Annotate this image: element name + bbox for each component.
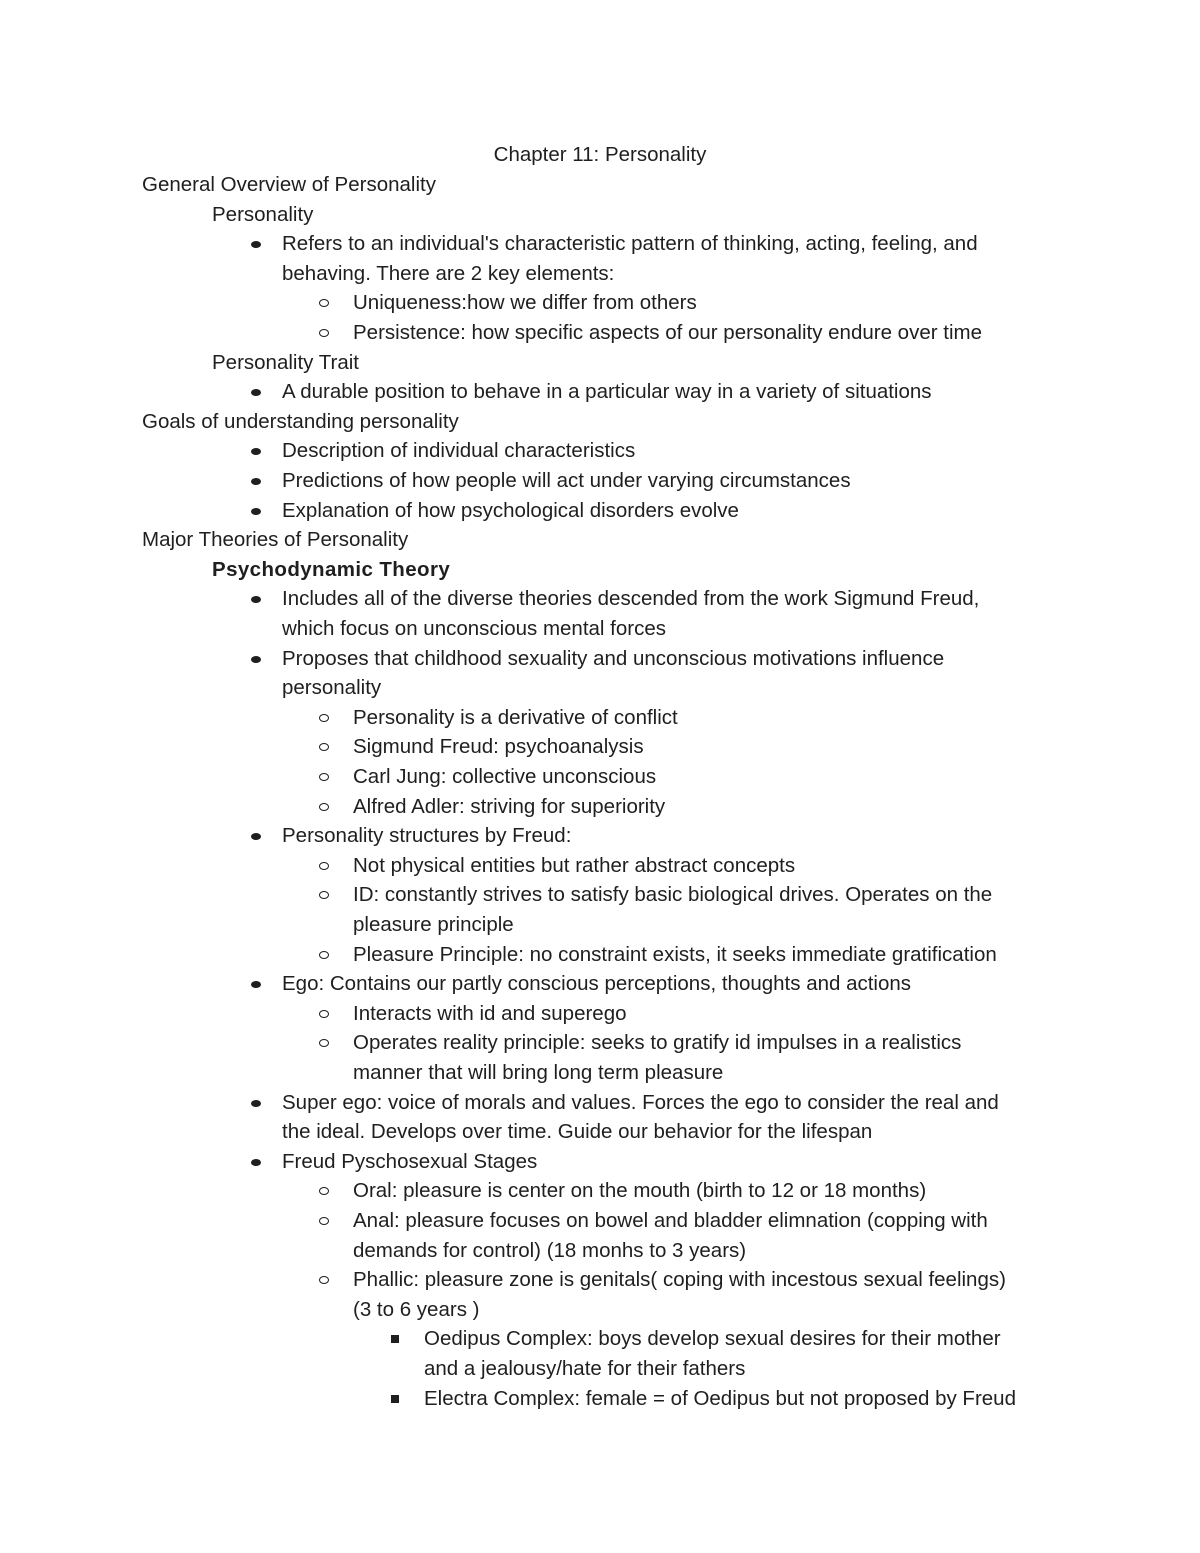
bullet-circle-icon bbox=[319, 1039, 329, 1047]
list-item: Includes all of the diverse theories descended from the work Sigmund Freud, bbox=[282, 587, 980, 611]
list-item: Uniqueness:how we differ from others bbox=[353, 291, 697, 315]
list-item: Explanation of how psychological disorders evolve bbox=[282, 498, 739, 522]
list-item: Oral: pleasure is center on the mouth (birth to 12 or 18 months) bbox=[353, 1179, 927, 1203]
bullet-disc-icon bbox=[251, 596, 261, 603]
bullet-disc-icon bbox=[251, 478, 261, 485]
document-title: Chapter 11: Personality bbox=[493, 143, 707, 166]
bullet-disc-icon bbox=[251, 241, 261, 248]
section-heading: Major Theories of Personality bbox=[142, 528, 409, 552]
list-item-continuation: and a jealousy/hate for their fathers bbox=[424, 1357, 746, 1380]
bullet-circle-icon bbox=[319, 714, 329, 722]
bullet-circle-icon bbox=[319, 1187, 329, 1195]
list-item: Description of individual characteristics bbox=[282, 439, 636, 463]
list-item: Oedipus Complex: boys develop sexual desires for their mother bbox=[424, 1327, 1001, 1351]
list-item-continuation: demands for control) (18 monhs to 3 years) bbox=[353, 1238, 747, 1262]
section-heading: Goals of understanding personality bbox=[142, 409, 459, 433]
bullet-disc-icon bbox=[251, 1159, 261, 1166]
list-item: Electra Complex: female = of Oedipus but not proposed by Freud bbox=[424, 1386, 1016, 1410]
bullet-square-icon bbox=[391, 1335, 399, 1343]
list-item-continuation: the ideal. Develops over time. Guide our behavior for the lifespan bbox=[282, 1120, 873, 1144]
list-item: ID: constantly strives to satisfy basic biological drives. Operates on the bbox=[353, 883, 993, 907]
list-item-continuation: manner that will bring long term pleasure bbox=[353, 1061, 724, 1084]
list-item-continuation: personality bbox=[282, 676, 382, 700]
list-item: Personality is a derivative of conflict bbox=[353, 705, 678, 729]
list-item-continuation: behaving. There are 2 key elements: bbox=[282, 261, 615, 285]
bullet-circle-icon bbox=[319, 1276, 329, 1284]
list-item: Phallic: pleasure zone is genitals( coping with incestous sexual feelings) bbox=[353, 1268, 1006, 1292]
list-item: Anal: pleasure focuses on bowel and bladder elimnation (copping with bbox=[353, 1209, 988, 1232]
list-item: Proposes that childhood sexuality and unconscious motivations influence bbox=[282, 646, 945, 670]
section-heading: Personality bbox=[212, 202, 314, 226]
bullet-disc-icon bbox=[251, 981, 261, 988]
section-heading: General Overview of Personality bbox=[142, 173, 436, 196]
bullet-circle-icon bbox=[319, 1010, 329, 1018]
bullet-circle-icon bbox=[319, 773, 329, 781]
list-item: Personality structures by Freud: bbox=[282, 824, 572, 848]
bullet-circle-icon bbox=[319, 1217, 329, 1225]
list-item-continuation: which focus on unconscious mental forces bbox=[282, 617, 667, 640]
bullet-disc-icon bbox=[251, 389, 261, 396]
section-heading: Personality Trait bbox=[212, 350, 359, 374]
list-item: Carl Jung: collective unconscious bbox=[353, 765, 657, 788]
list-item: Alfred Adler: striving for superiority bbox=[353, 794, 666, 818]
list-item: Freud Pyschosexual Stages bbox=[282, 1149, 538, 1173]
list-item: Super ego: voice of morals and values. Forces the ego to consider the real and bbox=[282, 1090, 999, 1114]
list-item-continuation: pleasure principle bbox=[353, 913, 514, 936]
bullet-circle-icon bbox=[319, 803, 329, 811]
bullet-disc-icon bbox=[251, 1100, 261, 1107]
list-item: Pleasure Principle: no constraint exists, it seeks immediate gratification bbox=[353, 942, 997, 966]
bullet-circle-icon bbox=[319, 299, 329, 307]
bullet-circle-icon bbox=[319, 891, 329, 899]
bullet-circle-icon bbox=[319, 743, 329, 751]
section-heading: Psychodynamic Theory bbox=[212, 557, 451, 581]
bullet-circle-icon bbox=[319, 329, 329, 337]
list-item: Operates reality principle: seeks to gratify id impulses in a realistics bbox=[353, 1031, 962, 1055]
list-item: Sigmund Freud: psychoanalysis bbox=[353, 735, 644, 759]
bullet-disc-icon bbox=[251, 508, 261, 515]
list-item: Not physical entities but rather abstract concepts bbox=[353, 853, 796, 877]
bullet-disc-icon bbox=[251, 448, 261, 455]
list-item-continuation: (3 to 6 years ) bbox=[353, 1297, 480, 1321]
list-item: Persistence: how specific aspects of our personality endure over time bbox=[353, 321, 982, 344]
bullet-circle-icon bbox=[319, 862, 329, 870]
bullet-disc-icon bbox=[251, 833, 261, 840]
list-item: Refers to an individual's characteristic pattern of thinking, acting, feeling, and bbox=[282, 232, 978, 256]
list-item: Ego: Contains our partly conscious perceptions, thoughts and actions bbox=[282, 972, 912, 996]
list-item: Predictions of how people will act under varying circumstances bbox=[282, 469, 851, 492]
list-item: Interacts with id and superego bbox=[353, 1001, 627, 1025]
bullet-square-icon bbox=[391, 1395, 399, 1403]
bullet-circle-icon bbox=[319, 951, 329, 959]
bullet-disc-icon bbox=[251, 656, 261, 663]
list-item: A durable position to behave in a particular way in a variety of situations bbox=[282, 380, 932, 404]
